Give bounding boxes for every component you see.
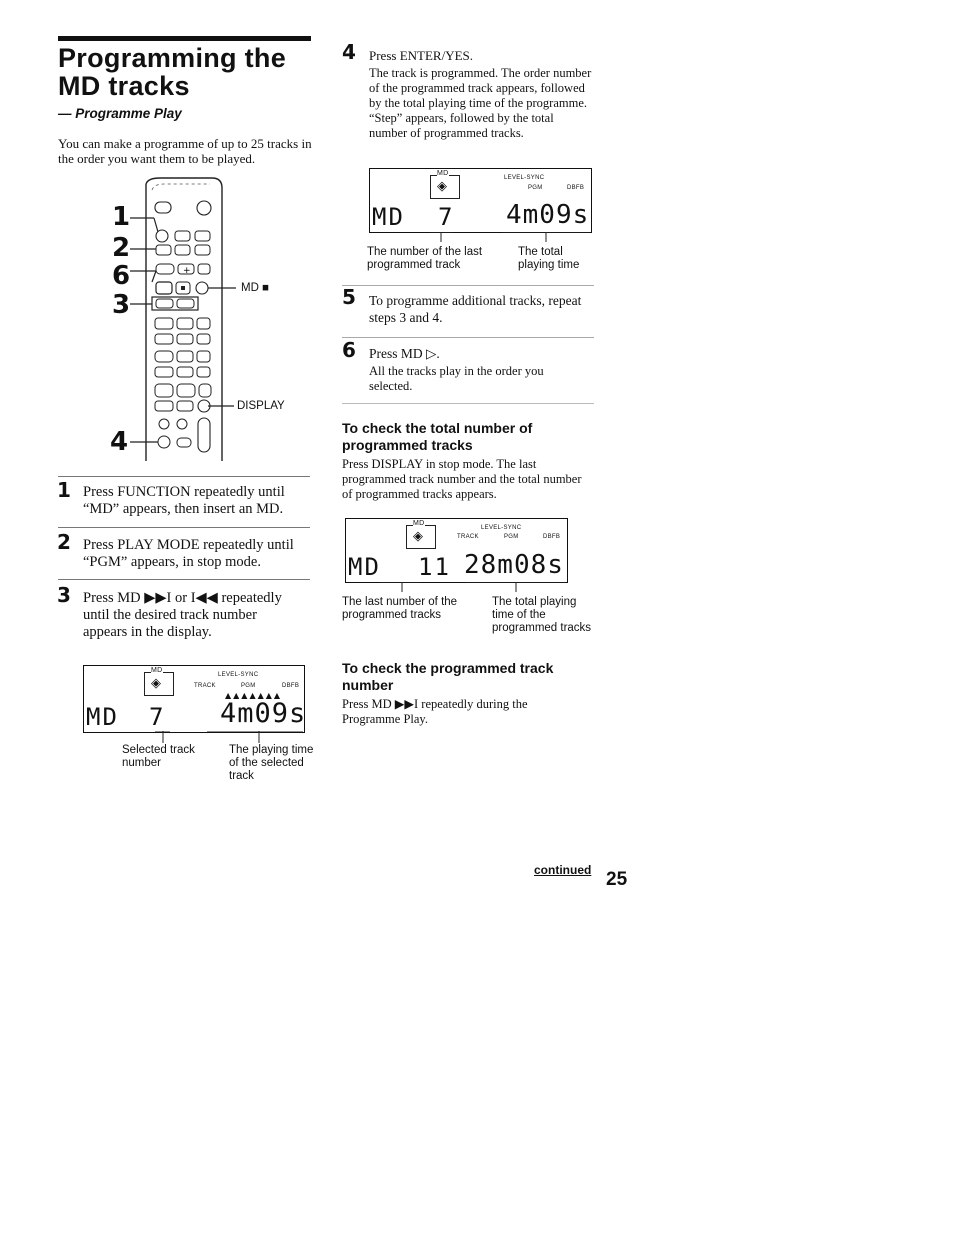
check-number-text: Press MD ▶▶I repeatedly during the Programme Play. xyxy=(342,697,528,726)
disc-icon: ◈ xyxy=(413,529,423,544)
step-2-text: Press PLAY MODE repeatedly until “PGM” appears, in stop mode. xyxy=(83,537,294,570)
lcd-mode: MD xyxy=(348,553,381,581)
indicator-track: TRACK xyxy=(194,683,216,689)
caption-total-playing-time: The total playing time of the programmed tracks xyxy=(492,596,592,634)
lcd-time: 4m09s xyxy=(506,200,590,230)
step-5-number: 5 xyxy=(342,285,356,309)
lcd-time: 4m09s xyxy=(220,698,307,729)
indicator-level-sync: LEVEL-SYNC xyxy=(218,672,259,678)
indicator-track: TRACK xyxy=(457,534,479,540)
step-6-text: All the tracks play in the order you selected. xyxy=(369,364,544,393)
divider xyxy=(58,527,310,528)
disc-icon: ◈ xyxy=(437,179,447,194)
lcd-track: 7 xyxy=(149,703,166,731)
lcd-track: 11 xyxy=(418,553,451,581)
page-number: 25 xyxy=(606,869,628,890)
page-title-line1: Programming the xyxy=(58,43,287,73)
check-total-text: Press DISPLAY in stop mode. The last programmed track number and the total number of programmed tracks appears. xyxy=(342,457,582,501)
indicator-dbfb: DBFB xyxy=(282,683,300,689)
md-disc-icon: MD ◈ xyxy=(406,525,436,549)
step-4-number: 4 xyxy=(342,40,356,64)
caption-last-track: The number of the last programmed track xyxy=(367,246,483,271)
step-3-text: Press MD ▶▶I or I◀◀ repeatedly until the desired track number appears in the display. xyxy=(83,590,282,640)
divider xyxy=(342,403,594,404)
page-title xyxy=(58,44,286,100)
bracket-lines xyxy=(380,581,570,593)
caption-playing-time: The playing time of the selected track xyxy=(229,744,314,782)
indicator-pgm: PGM xyxy=(241,683,256,689)
step-2-number: 2 xyxy=(57,530,71,554)
step-1-number: 1 xyxy=(57,478,71,502)
indicator-dbfb: DBFB xyxy=(543,534,561,540)
step-1-text: Press FUNCTION repeatedly until “MD” appears, then insert an MD. xyxy=(83,484,285,517)
bracket-lines xyxy=(430,231,595,243)
lcd-display-check-total xyxy=(345,518,568,583)
svg-text:+: + xyxy=(183,266,191,276)
lcd-display-step3 xyxy=(83,665,305,733)
lcd-track: 7 xyxy=(438,203,455,231)
divider xyxy=(342,285,594,286)
indicator-level-sync: LEVEL-SYNC xyxy=(504,175,545,181)
lcd-display-step4 xyxy=(369,168,592,233)
step-4-title: Press ENTER/YES. xyxy=(369,48,473,63)
caption-total-time: The total playing time xyxy=(518,246,580,271)
caption-last-number: The last number of the programmed tracks xyxy=(342,596,458,621)
page-subtitle: — Programme Play xyxy=(58,106,182,121)
indicator-pgm: PGM xyxy=(528,185,543,191)
remote-callout-4: 4 xyxy=(110,427,129,457)
step-3-number: 3 xyxy=(57,583,71,607)
indicator-pgm: PGM xyxy=(504,534,519,540)
step-6-number: 6 xyxy=(342,338,356,362)
display-label: DISPLAY xyxy=(237,400,285,412)
intro-text: You can make a programme of up to 25 tracks in the order you want them to be played. xyxy=(58,136,312,166)
divider xyxy=(342,337,594,338)
lcd-time: 28m08s xyxy=(464,550,564,580)
lcd-mode: MD xyxy=(86,703,119,731)
md-disc-icon: MD ◈ xyxy=(430,175,460,199)
remote-callout-6: 6 xyxy=(112,261,131,291)
step-6-title: Press MD ▷. xyxy=(369,346,440,361)
remote-callout-2: 2 xyxy=(112,233,131,263)
disc-icon: ◈ xyxy=(151,676,161,691)
continued-label: continued xyxy=(534,863,592,877)
md-stop-label: MD ■ xyxy=(241,282,270,294)
md-disc-icon: MD ◈ xyxy=(144,672,174,696)
heading-check-number: To check the programmed track number xyxy=(342,660,554,693)
remote-callout-1: 1 xyxy=(112,202,131,232)
bracket-lines xyxy=(155,731,305,745)
caption-selected-track: Selected track number xyxy=(122,744,195,769)
divider xyxy=(58,579,310,580)
step-5-text: To programme additional tracks, repeat steps 3 and 4. xyxy=(369,293,582,325)
page-title-line2: MD tracks xyxy=(58,71,190,101)
heading-check-total: To check the total number of programmed tracks xyxy=(342,420,533,453)
title-rule xyxy=(58,36,311,41)
step-4-text: The track is programmed. The order number of the programmed track appears, followed by the total playing time of the programme. “Step” appears, followed by the total number of programmed tracks. xyxy=(369,66,592,140)
remote-callout-3: 3 xyxy=(112,290,131,320)
lcd-mode: MD xyxy=(372,203,405,231)
divider xyxy=(58,476,310,477)
indicator-level-sync: LEVEL-SYNC xyxy=(481,525,522,531)
indicator-dbfb: DBFB xyxy=(567,185,585,191)
blink-marks-icon: ▲▲▲▲▲▲▲ xyxy=(225,691,283,700)
